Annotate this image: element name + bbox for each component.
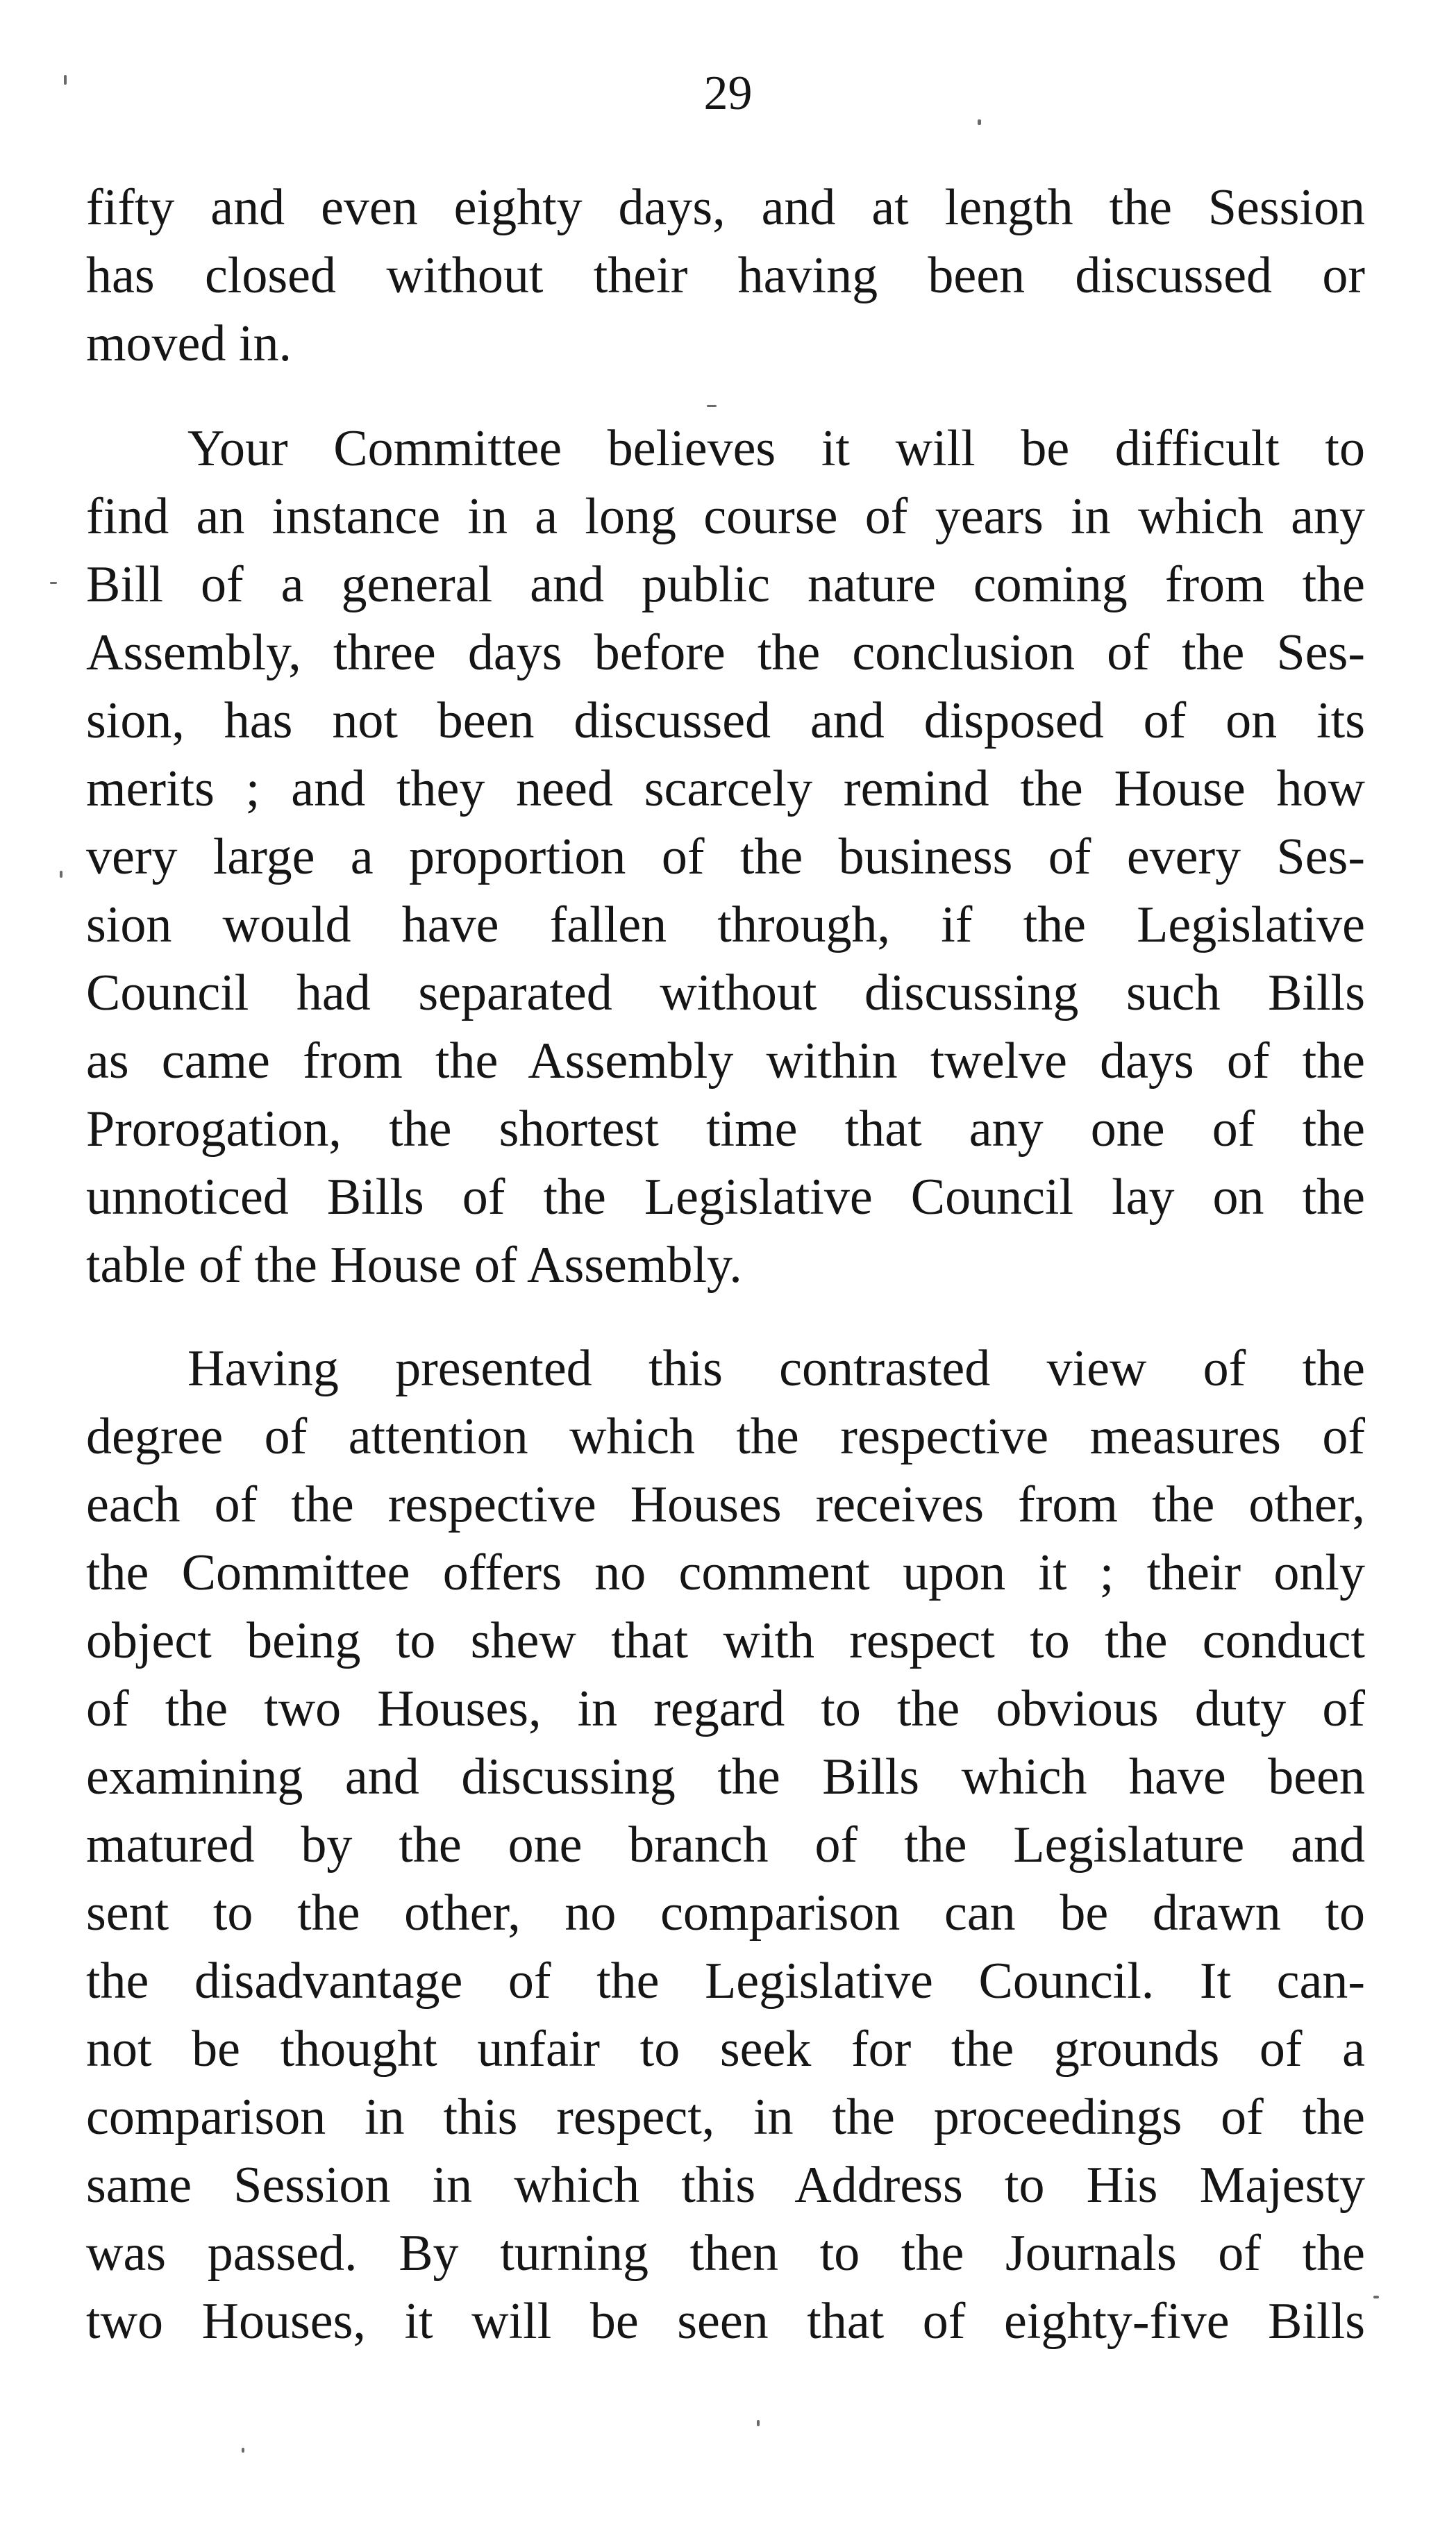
text-line: two Houses, it will be seen that of eighty-five Bills	[86, 2293, 1365, 2350]
scan-speck	[60, 871, 62, 878]
text-line: find an instance in a long course of years in which any	[86, 488, 1365, 545]
text-line: examining and discussing the Bills which have been	[86, 1748, 1365, 1805]
text-line: Bill of a general and public nature coming from the	[86, 556, 1365, 613]
text-line: object being to shew that with respect to the conduct	[86, 1612, 1365, 1669]
text-line: merits ; and they need scarcely remind the House how	[86, 760, 1365, 817]
text-line: same Session in which this Address to His Majesty	[86, 2157, 1365, 2214]
text-line: as came from the Assembly within twelve days of the	[86, 1033, 1365, 1090]
paragraph-continuation	[86, 174, 1365, 378]
text-line: sion, has not been discussed and disposed of on its	[86, 692, 1365, 749]
text-line: sent to the other, no comparison can be drawn to	[86, 1885, 1365, 1942]
text-line: comparison in this respect, in the proceedings of the	[86, 2089, 1365, 2146]
scan-speck	[1373, 2296, 1379, 2298]
text-line: moved in.	[86, 315, 292, 372]
text-line: Your Committee believes it will be difficult to	[187, 420, 1365, 477]
text-line: Prorogation, the shortest time that any one of the	[86, 1101, 1365, 1158]
text-line: sion would have fallen through, if the Legislative	[86, 896, 1365, 953]
scan-speck	[757, 2420, 760, 2426]
text-line: each of the respective Houses receives from the other,	[86, 1476, 1365, 1533]
text-line: of the two Houses, in regard to the obvious duty of	[86, 1680, 1365, 1737]
text-line: very large a proportion of the business of every Ses-	[86, 828, 1365, 885]
text-line: has closed without their having been discussed or	[86, 247, 1365, 304]
scan-speck	[978, 119, 981, 125]
text-line: was passed. By turning then to the Journals of the	[86, 2225, 1365, 2282]
text-line: Council had separated without discussing such Bills	[86, 965, 1365, 1021]
paragraph-committee-belief	[86, 415, 1365, 1299]
paragraph-contrasted-view	[86, 1335, 1365, 2355]
scan-speck	[707, 405, 717, 407]
text-line: fifty and even eighty days, and at length the Session	[86, 179, 1365, 236]
text-line: degree of attention which the respective measures of	[86, 1408, 1365, 1465]
page-number: 29	[703, 67, 753, 120]
text-line: unnoticed Bills of the Legislative Council lay on the	[86, 1169, 1365, 1226]
text-line: Assembly, three days before the conclusion of the Ses-	[86, 624, 1365, 681]
scan-speck	[242, 2448, 244, 2453]
text-line: Having presented this contrasted view of the	[187, 1340, 1365, 1397]
text-line: the disadvantage of the Legislative Council. It can-	[86, 1953, 1365, 2010]
text-line: not be thought unfair to seek for the grounds of a	[86, 2021, 1365, 2078]
text-line: table of the House of Assembly.	[86, 1237, 742, 1294]
text-line: the Committee offers no comment upon it ; their only	[86, 1544, 1365, 1601]
text-line: matured by the one branch of the Legislature and	[86, 1817, 1365, 1873]
scan-speck	[64, 75, 67, 85]
scan-speck	[50, 582, 57, 584]
